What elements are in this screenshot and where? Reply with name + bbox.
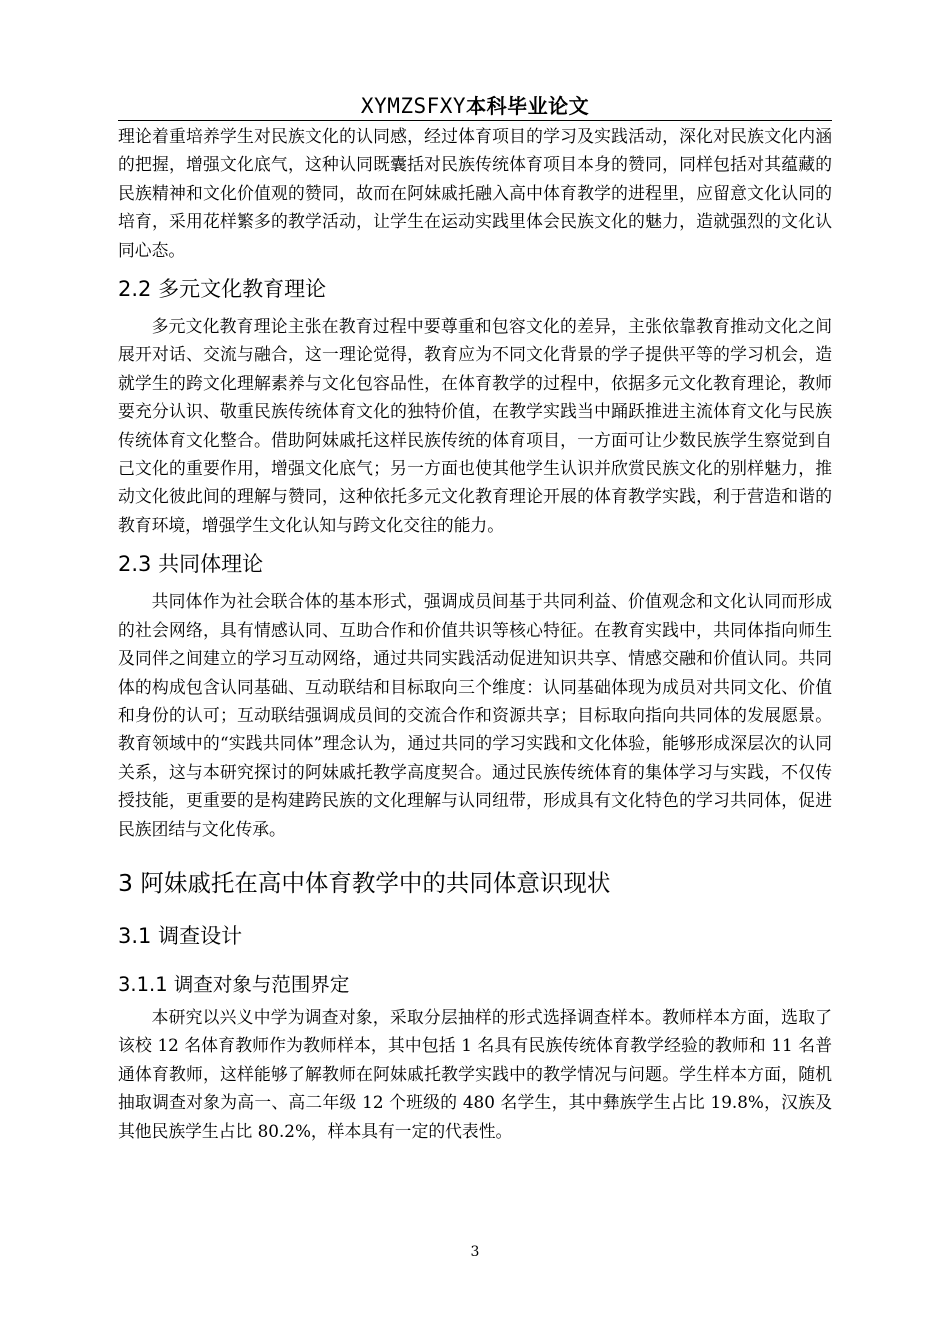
header-rule	[118, 120, 832, 121]
body-text	[118, 122, 832, 1145]
page-number: 3	[470, 1244, 480, 1260]
heading-3-1: 3.1 调查设计	[118, 923, 243, 948]
paragraph-cultural-identity-cont: 理论着重培养学生对民族文化的认同感，经过体育项目的学习及实践活动，深化对民族文化内涵的把握，增强文化底气，这种认同既囊括对民族传统体育项目本身的赞同，同样包括对其蕴藏的民族精神和文化价值观的赞同，故而在阿妹戚托融入高中体育教学的进程里，应留意文化认同的培育，采用花样繁多的教学活动，让学生在运动实践里体会民族文化的魅力，造就强烈的文化认同心态。	[118, 126, 832, 260]
heading-2-3: 2.3 共同体理论	[118, 552, 264, 577]
heading-chapter-3: 3 阿妹戚托在高中体育教学中的共同体意识现状	[118, 868, 611, 897]
running-header	[120, 92, 830, 121]
paragraph-community-theory: 共同体作为社会联合体的基本形式，强调成员间基于共同利益、价值观念和文化认同而形成的社会网络，具有情感认同、互助合作和价值共识等核心特征。在教育实践中，共同体指向师生及同伴之间建立的学习互动网络，通过共同实践活动促进知识共享、情感交融和价值认同。共同体的构成包含认同基础、互动联结和目标取向三个维度：认同基础体现为成员对共同文化、价值和身份的认可；互动联结强调成员间的交流合作和资源共享；目标取向指向共同体的发展愿景。教育领域中的“实践共同体”理念认为，通过共同的学习实践和文化体验，能够形成深层次的认同关系，这与本研究探讨的阿妹戚托教学高度契合。通过民族传统体育的集体学习与实践，不仅传授技能，更重要的是构建跨民族的文化理解与认同纽带，形成具有文化特色的学习共同体，促进民族团结与文化传承。	[118, 591, 832, 839]
heading-3-1-1: 3.1.1 调查对象与范围界定	[118, 972, 350, 996]
paragraph-survey-subjects: 本研究以兴义中学为调查对象，采取分层抽样的形式选择调查样本。教师样本方面，选取了该校 12 名体育教师作为教师样本，其中包括 1 名具有民族传统体育教学经验的教师和 11 名普通体育教师，这样能够了解教师在阿妹戚托教学实践中的教学情况与问题。学生样本方面，随机抽取调查对象为高一、高二年级 12 个班级的 480 名学生，其中彝族学生占比 19.8%，汉族及其他民族学生占比 80.2%，样本具有一定的代表性。	[118, 1006, 832, 1141]
paragraph-multicultural-education: 多元文化教育理论主张在教育过程中要尊重和包容文化的差异，主张依靠教育推动文化之间展开对话、交流与融合，这一理论觉得，教育应为不同文化背景的学子提供平等的学习机会，造就学生的跨文化理解素养与文化包容品性，在体育教学的过程中，依据多元文化教育理论，教师要充分认识、敬重民族传统体育文化的独特价值，在教学实践当中踊跃推进主流体育文化与民族传统体育文化整合。借助阿妹戚托这样民族传统的体育项目，一方面可让少数民族学生察觉到自己文化的重要作用，增强文化底气；另一方面也使其他学生认识并欣赏民族文化的别样魅力，推动文化彼此间的理解与赞同，这种依托多元文化教育理论开展的体育教学实践，利于营造和谐的教育环境，增强学生文化认知与跨文化交往的能力。	[118, 316, 832, 535]
header-code: XYMZSFXY	[360, 94, 467, 118]
header-title: 本科毕业论文	[466, 94, 590, 118]
heading-2-2: 2.2 多元文化教育理论	[118, 277, 327, 302]
